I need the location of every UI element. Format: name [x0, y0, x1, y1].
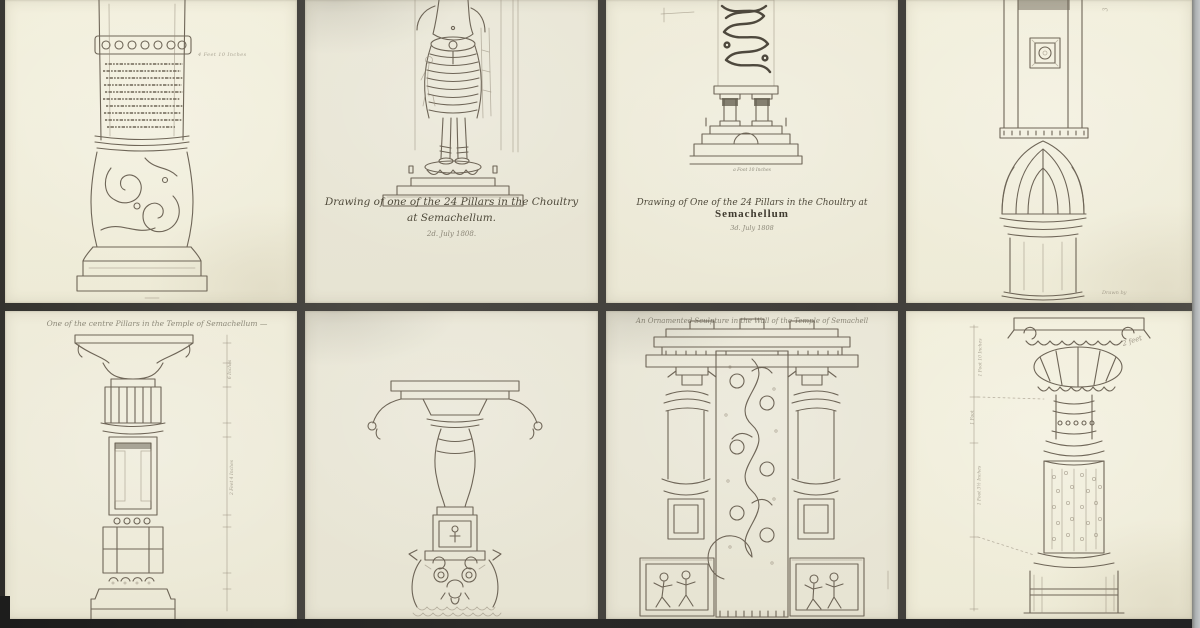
pencil-number: 3 — [1102, 7, 1110, 12]
inscribed-pillar-drawing — [5, 0, 297, 303]
wall-sculpture-art — [606, 311, 898, 619]
measurement-label: 6 Inches — [228, 359, 234, 380]
temple-pillar-art — [5, 311, 297, 619]
scan-corner-notch — [0, 596, 10, 628]
elevation-caption — [606, 198, 898, 220]
measurement-label: 1 Foot — [970, 410, 976, 425]
yali-pillar-art — [305, 311, 598, 619]
leaf-pillar-art — [906, 0, 1192, 303]
corner-note: Drawn by — [1102, 290, 1127, 296]
statue-drawing-art — [305, 0, 598, 303]
wall-sculpture-caption: An Ornamented Sculpture in the Wall of the Temple of Semachell — [635, 317, 869, 325]
pillar-elevation-art — [606, 0, 898, 303]
measurement-label: 1 Foot 10 Inches — [978, 338, 984, 377]
measured-pillar-art — [906, 311, 1192, 619]
scan-edge-bottom — [0, 619, 1200, 628]
statue-caption-date: 2d. July 1808. — [426, 230, 477, 238]
tile-yali-pillar[interactable] — [305, 311, 598, 619]
tile-leaf-pillar[interactable] — [906, 0, 1192, 303]
elevation-date: 3d. July 1808 — [730, 224, 774, 232]
tile-measured-pillar[interactable] — [906, 311, 1192, 619]
scale-note: a Foot 10 Inches — [733, 168, 771, 173]
tile-inscribed-pillar[interactable] — [5, 0, 297, 303]
tile-temple-pillar[interactable] — [5, 311, 297, 619]
measurement-label: 1 Foot 3½ Inches — [977, 465, 983, 506]
scan-edge-right — [1192, 0, 1200, 628]
measurement-label: 2 Feet 4 Inches — [230, 459, 236, 496]
pencil-note: 2 feet — [1121, 334, 1144, 348]
tile-statue-drawing[interactable] — [305, 0, 598, 303]
statue-caption-line1: Drawing of one of the 24 Pillars in the Choultry — [324, 196, 579, 208]
tile-wall-sculpture[interactable] — [606, 311, 898, 619]
scan-edge-left — [0, 0, 5, 628]
temple-pillar-caption: One of the centre Pillars in the Temple of Semachellum — — [46, 319, 268, 328]
statue-caption-line2: at Semachellum. — [406, 212, 497, 224]
pillar-annotation: 4 Feet 10 Inches — [198, 52, 247, 58]
elevation-caption-script: Drawing of One of the 24 Pillars in the Choultry at — [636, 198, 868, 208]
tile-pillar-elevation[interactable] — [606, 0, 898, 303]
elevation-caption-print: Semachellum — [715, 208, 789, 220]
